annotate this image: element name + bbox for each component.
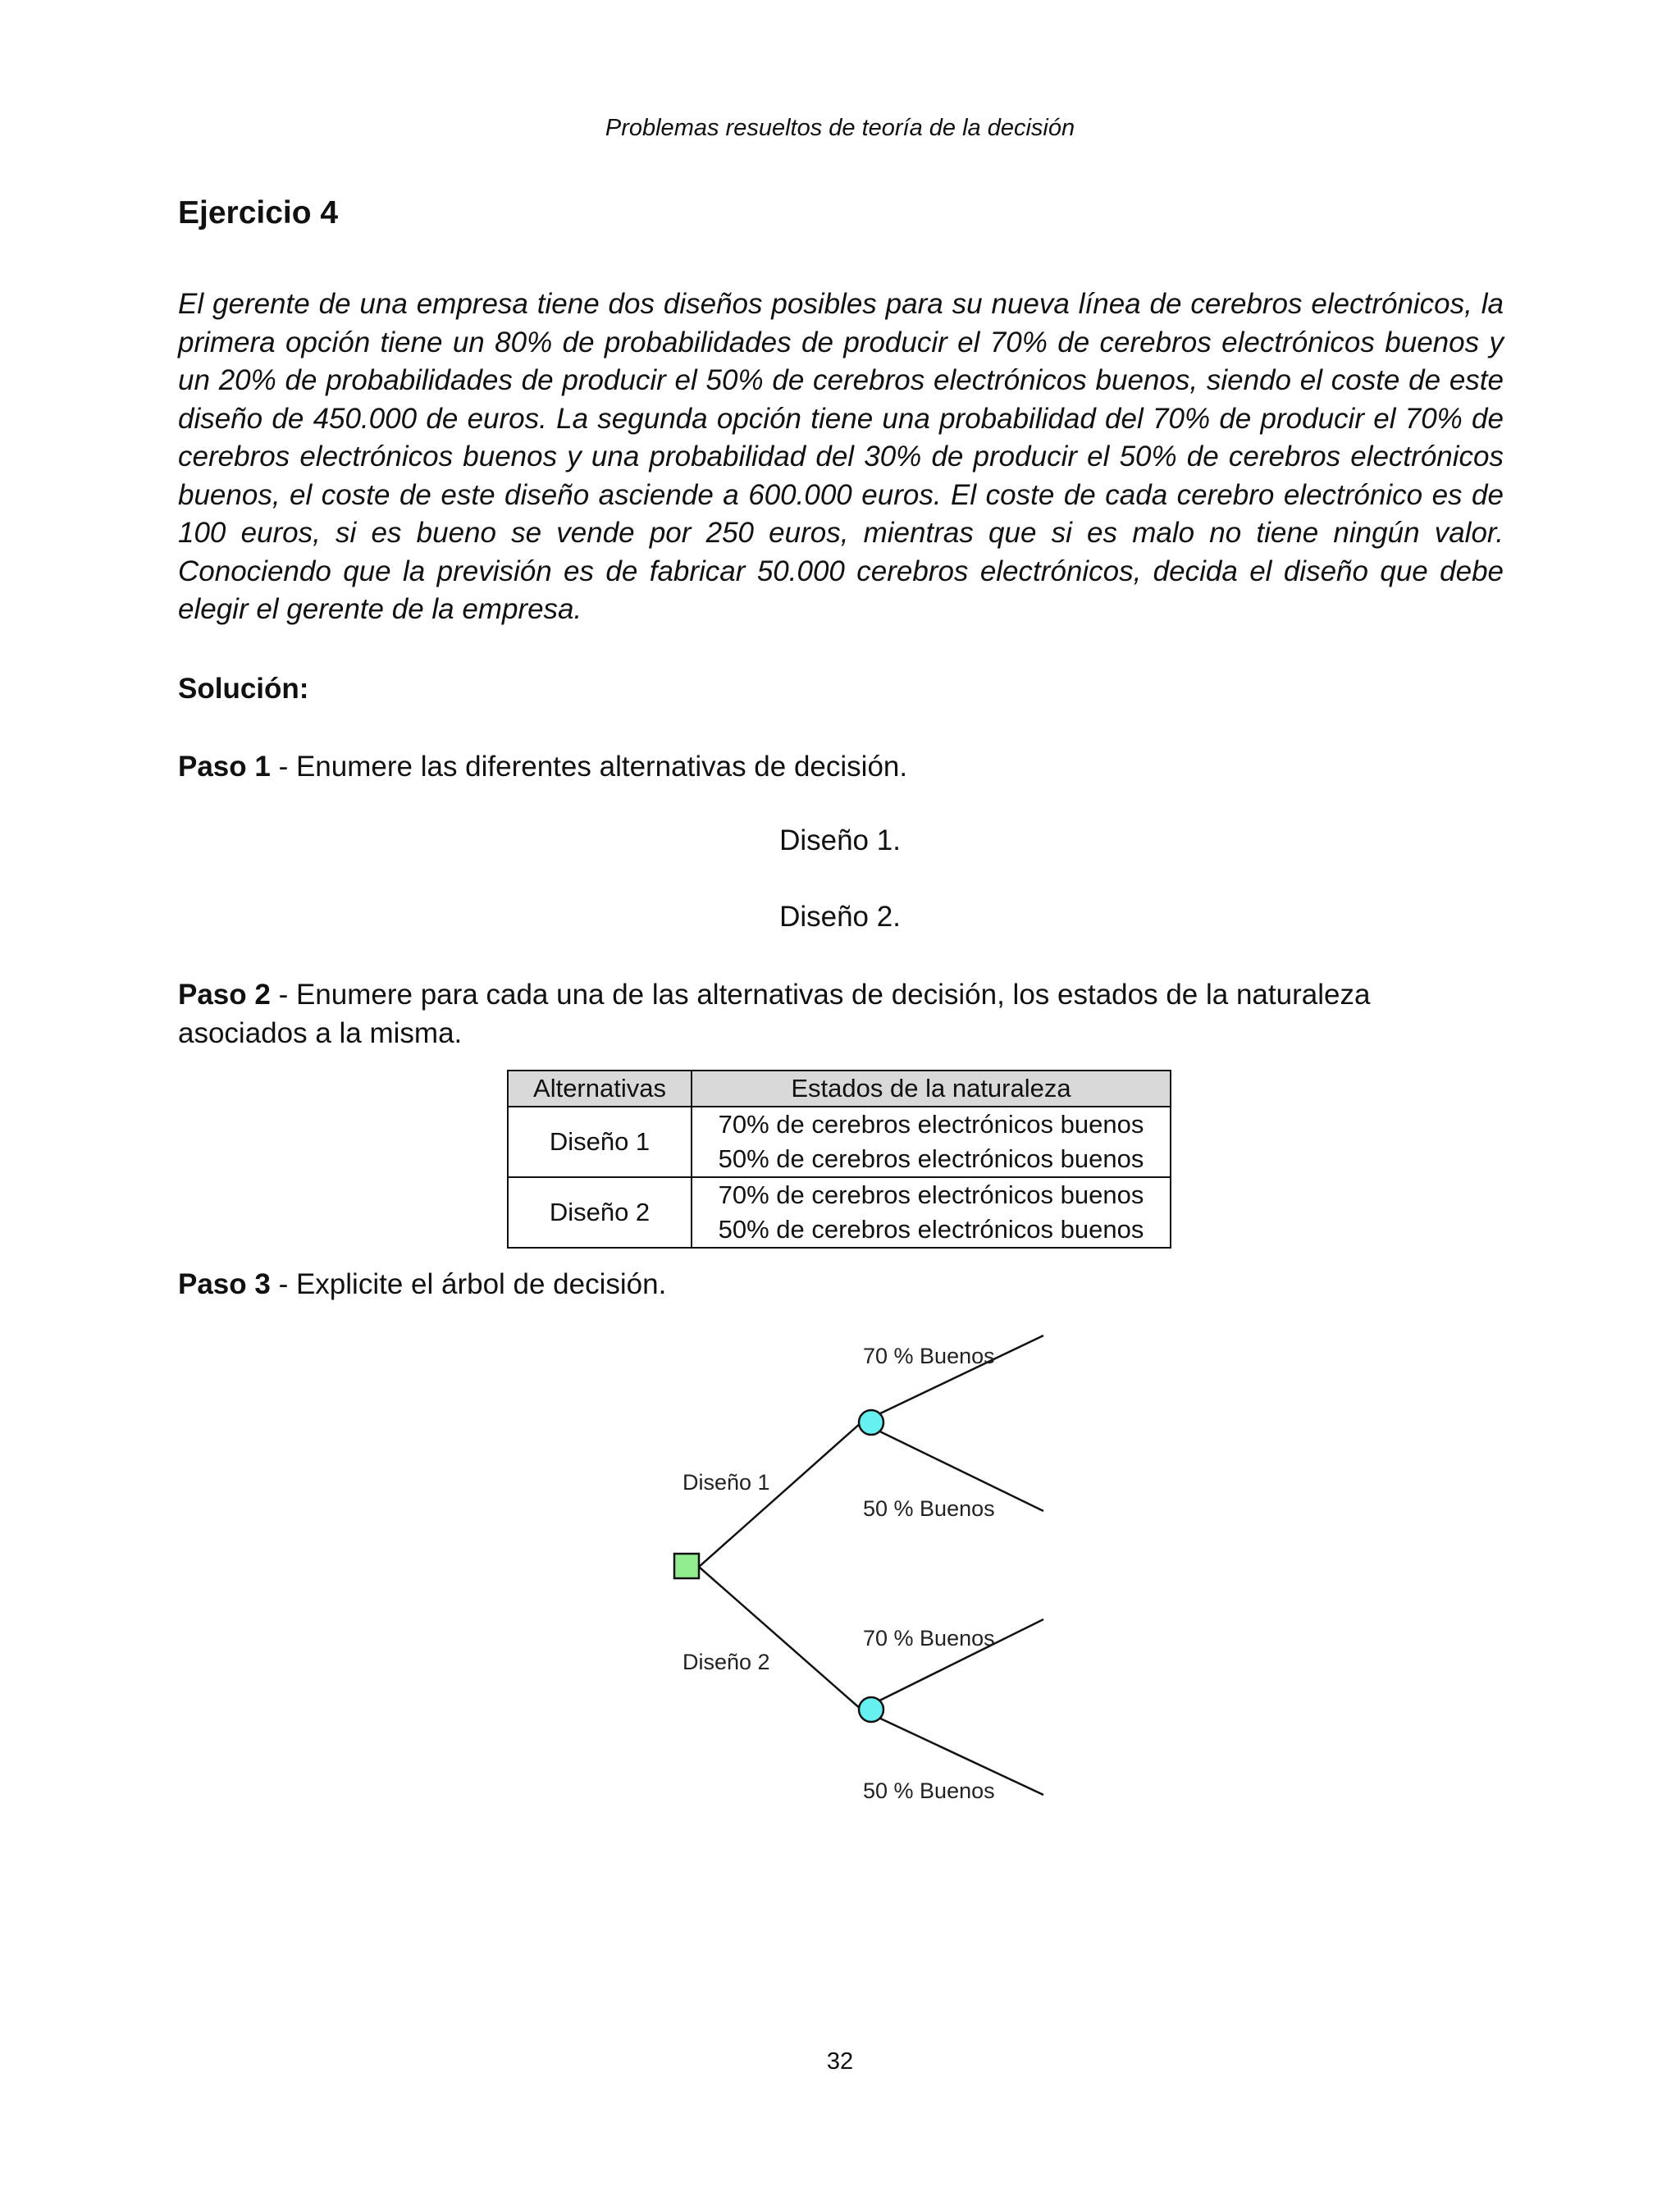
row-1-state-2: 50% de cerebros electrónicos buenos <box>718 1144 1144 1173</box>
decision-node <box>674 1554 699 1578</box>
row-2-state-1: 70% de cerebros electrónicos buenos <box>718 1180 1144 1209</box>
step-2 <box>178 976 1504 1052</box>
table-row <box>508 1107 1171 1177</box>
step-1 <box>178 748 1504 787</box>
branch-line-1 <box>699 1422 861 1567</box>
step-3-text: - Explicite el árbol de decisión. <box>270 1268 667 1300</box>
alternative-1: Diseño 1. <box>779 824 901 856</box>
row-2-alternative: Diseño 2 <box>508 1177 692 1248</box>
row-1-alternative: Diseño 1 <box>508 1107 692 1177</box>
running-header: Problemas resueltos de teoría de la decisión <box>605 115 1075 141</box>
chance-node-2 <box>859 1697 883 1722</box>
step-2-text: - Enumere para cada una de las alternativas de decisión, los estados de la naturaleza asociados a la misma. <box>178 979 1371 1049</box>
outcome-label-2a: 70 % Buenos <box>863 1626 995 1651</box>
alternative-2: Diseño 2. <box>779 901 901 933</box>
step-1-text: - Enumere las diferentes alternativas de decisión. <box>270 751 908 783</box>
chance-node-1 <box>859 1410 883 1435</box>
step-3 <box>178 1266 1504 1304</box>
outcome-label-1a: 70 % Buenos <box>863 1344 995 1368</box>
branch-label-1: Diseño 1 <box>682 1470 770 1495</box>
header-states: Estados de la naturaleza <box>692 1071 1171 1107</box>
row-1-state-1: 70% de cerebros electrónicos buenos <box>718 1110 1144 1139</box>
outcome-label-2b: 50 % Buenos <box>863 1778 995 1803</box>
page-number: 32 <box>826 2048 854 2075</box>
outcome-label-1b: 50 % Buenos <box>863 1496 995 1521</box>
states-table <box>507 1070 1171 1249</box>
step-3-label: Paso 3 <box>178 1268 271 1300</box>
solution-label: Solución: <box>178 673 309 705</box>
problem-statement: El gerente de una empresa tiene dos diseños posibles para su nueva línea de cerebros electrónicos, la primera opción tiene un 80% de probabilidades de producir el 70% de cerebros electrónicos buenos y un 20% de probabilidades de producir el 50% de cerebros electrónicos buenos, siendo el coste de este diseño de 450.000 de euros. La segunda opción tiene una probabilidad del 70% de producir el 70% de cerebros electrónicos buenos y una probabilidad del 30% de producir el 50% de cerebros electrónicos buenos, el coste de este diseño asciende a 600.000 euros. El coste de cada cerebro electrónico es de 100 euros, si es bueno se vende por 250 euros, mientras que si es malo no tiene ningún valor. Conociendo que la previsión es de fabricar 50.000 cerebros electrónicos, decida el diseño que debe elegir el gerente de la empresa. <box>178 288 1504 625</box>
step-1-label: Paso 1 <box>178 751 271 783</box>
header-alternatives: Alternativas <box>508 1071 692 1107</box>
exercise-title: Ejercicio 4 <box>178 195 339 231</box>
row-2-states <box>692 1177 1171 1248</box>
row-1-states <box>692 1107 1171 1177</box>
step-2-label: Paso 2 <box>178 979 271 1011</box>
table-header-row <box>508 1071 1171 1107</box>
branch-label-2: Diseño 2 <box>682 1650 770 1674</box>
decision-tree <box>623 1329 1066 1821</box>
row-2-state-2: 50% de cerebros electrónicos buenos <box>718 1215 1144 1244</box>
table-row <box>508 1177 1171 1248</box>
branch-line-2 <box>699 1567 861 1710</box>
